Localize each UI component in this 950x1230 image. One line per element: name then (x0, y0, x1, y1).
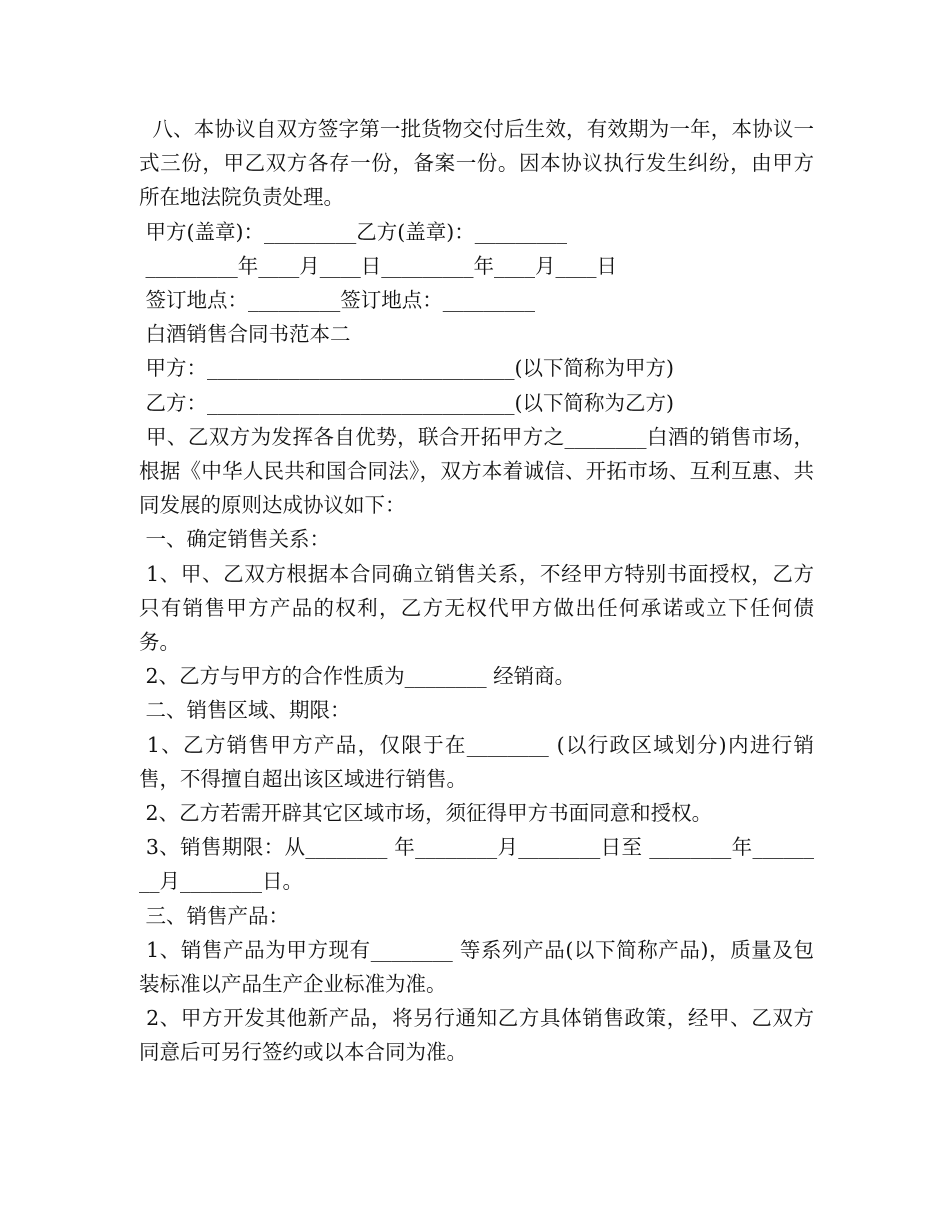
signature-seal-line: 甲方(盖章)：_________乙方(盖章)：_________ (139, 219, 568, 244)
document-body (139, 112, 814, 1070)
section-2-item-3: 3、销售期限：从________ 年________月________日至 ________年________月________日。 (139, 835, 814, 894)
party-a-line: 甲方：______________________________(以下简称为甲方) (139, 356, 675, 381)
clause-8-effectiveness: 八、本协议自双方签字第一批货物交付后生效，有效期为一年，本协议一式三份，甲乙双方各存一份，备案一份。因本协议执行发生纠纷，由甲方所在地法院负责处理。 (139, 117, 814, 210)
section-1-heading: 一、确定销售关系： (139, 527, 331, 552)
section-3-item-2: 2、甲方开发其他新产品，将另行通知乙方具体销售政策，经甲、乙双方同意后可另行签约或以本合同为准。 (139, 1006, 814, 1065)
signature-date-line: _________年____月____日_________年____月____日 (139, 253, 618, 278)
section-3-item-1: 1、销售产品为甲方现有________ 等系列产品(以下简称产品)，质量及包装标准以产品生产企业标准为准。 (139, 937, 814, 997)
section-1-item-2: 2、乙方与甲方的合作性质为________ 经销商。 (139, 664, 576, 689)
section-3-heading: 三、销售产品： (139, 903, 290, 928)
section-1-item-1: 1、甲、乙双方根据本合同确立销售关系，不经甲方特别书面授权，乙方只有销售甲方产品的权利，乙方无权代甲方做出任何承诺或立下任何债务。 (139, 561, 814, 655)
section-2-item-1: 1、乙方销售甲方产品，仅限于在________ (以行政区域划分)内进行销售，不得擅自超出该区域进行销售。 (139, 732, 814, 791)
template-title: 白酒销售合同书范本二 (139, 322, 351, 347)
section-2-heading: 二、销售区域、期限： (139, 698, 351, 723)
preamble: 甲、乙双方为发挥各自优势，联合开拓甲方之________白酒的销售市场，根据《中华人民共和国合同法》，双方本着诚信、开拓市场、互利互惠、共同发展的原则达成协议如下： (139, 424, 814, 518)
section-2-item-2: 2、乙方若需开辟其它区域市场，须征得甲方书面同意和授权。 (139, 801, 713, 826)
signing-place-line: 签订地点：_________签订地点：_________ (139, 288, 536, 313)
party-b-line: 乙方：______________________________(以下简称为乙方) (139, 390, 675, 415)
